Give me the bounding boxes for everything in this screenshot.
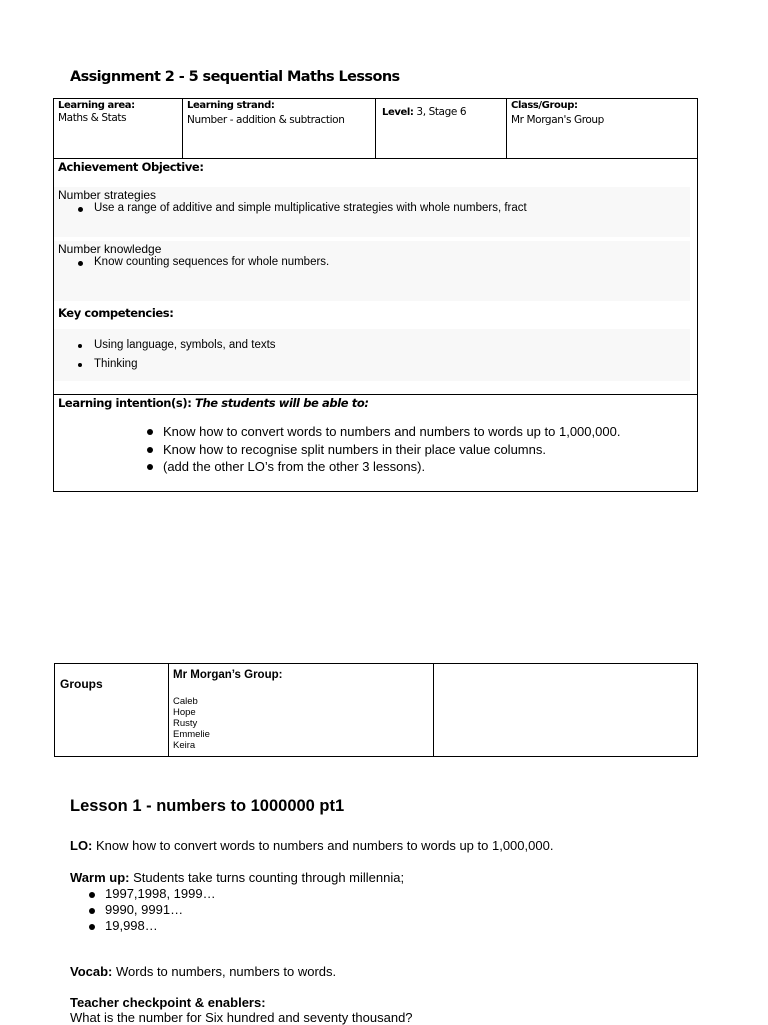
class-group-label: Class/Group: (511, 100, 578, 111)
groups-label: Groups (60, 677, 103, 691)
learning-strand-label: Learning strand: (187, 100, 275, 111)
list-item: Hope (173, 707, 196, 718)
learning-intentions-list (163, 423, 620, 476)
learning-area-cell (54, 99, 183, 159)
learning-area-label: Learning area: (58, 100, 135, 111)
list-item: Thinking (94, 358, 276, 370)
class-group-cell (507, 99, 698, 159)
list-item: Know counting sequences for whole numbers. (94, 256, 329, 268)
list-item: 19,998… (105, 918, 216, 934)
number-strategies-list (94, 202, 527, 214)
bullet-icon (89, 924, 95, 930)
checkpoint-heading: Teacher checkpoint & enablers: (70, 995, 266, 1010)
list-item: Know how to convert words to numbers and numbers to words up to 1,000,000. (163, 423, 620, 441)
list-item: Caleb (173, 696, 198, 707)
warmup-label: Warm up: (70, 870, 130, 885)
groups-table (54, 663, 698, 757)
vocab-text: Words to numbers, numbers to words. (112, 964, 337, 979)
list-item: Rusty (173, 718, 198, 729)
list-item: 9990, 9991… (105, 902, 216, 918)
warmup-text: Students take turns counting through millennia; (129, 870, 405, 885)
learning-intentions-cell (54, 395, 698, 492)
number-knowledge-list (94, 256, 329, 268)
vocab-label: Vocab: (70, 964, 113, 979)
bullet-icon (78, 261, 83, 266)
bullet-icon (78, 207, 83, 212)
bullet-icon (78, 344, 82, 348)
key-competencies-list (94, 339, 276, 370)
lesson-lo (70, 838, 553, 853)
bullet-icon (147, 447, 153, 453)
class-group-value: Mr Morgan's Group (511, 114, 604, 126)
list-item: (add the other LO’s from the other 3 lessons). (163, 458, 620, 476)
lo-label: LO: (70, 838, 93, 853)
list-item: Emmelie (173, 729, 210, 740)
groups-label-cell (55, 664, 169, 757)
learning-intentions-label: Learning intention(s): (58, 396, 192, 410)
level-value: 3, Stage 6 (413, 106, 467, 118)
level-label: Level: (382, 107, 414, 118)
learning-strand-cell (183, 99, 376, 159)
bullet-icon (78, 363, 82, 367)
achievement-objective-heading: Achievement Objective: (58, 160, 204, 174)
group-name: Mr Morgan’s Group: (173, 669, 283, 681)
list-item: Use a range of additive and simple multiplicative strategies with whole numbers, fract (94, 202, 527, 214)
level-cell (376, 99, 507, 159)
group-members-cell (169, 664, 434, 757)
lesson-header-table (53, 98, 698, 492)
list-item: Know how to recognise split numbers in their place value columns. (163, 441, 620, 459)
number-strategies-heading: Number strategies (58, 188, 157, 202)
bullet-icon (89, 908, 95, 914)
learning-intentions-heading (58, 396, 369, 410)
learning-strand-value: Number - addition & subtraction (187, 114, 345, 126)
lo-text: Know how to convert words to numbers and numbers to words up to 1,000,000. (92, 838, 554, 853)
lesson-vocab (70, 964, 336, 979)
document-title: Assignment 2 - 5 sequential Maths Lessons (70, 69, 400, 85)
number-knowledge-heading: Number knowledge (58, 242, 162, 256)
warmup-list (105, 886, 216, 934)
empty-cell (434, 664, 698, 757)
group-members-list (173, 696, 210, 751)
list-item: Keira (173, 740, 196, 751)
achievement-objective-cell (54, 159, 698, 395)
learning-area-value: Maths & Stats (58, 112, 127, 124)
lesson-warmup (70, 870, 404, 885)
bullet-icon (147, 429, 153, 435)
list-item: 1997,1998, 1999… (105, 886, 216, 902)
lesson-title: Lesson 1 - numbers to 1000000 pt1 (70, 797, 345, 815)
bullet-icon (89, 892, 95, 898)
list-item: Using language, symbols, and texts (94, 339, 276, 351)
learning-intentions-emph: The students will be able to: (191, 396, 369, 410)
key-competencies-heading: Key competencies: (58, 306, 174, 320)
bullet-icon (147, 464, 153, 470)
checkpoint-text: What is the number for Six hundred and seventy thousand? (70, 1010, 413, 1025)
